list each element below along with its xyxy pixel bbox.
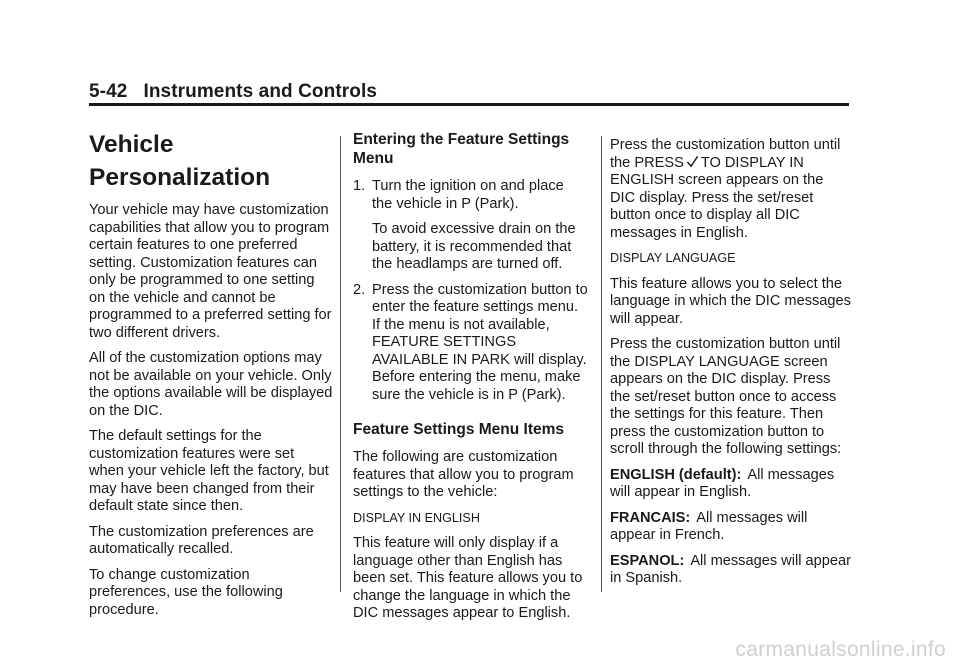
step-text: Press the customization button to enter the feature settings menu. If the menu is not available, FEATURE SETTINGS AVAILABLE IN PARK will display. Before entering the menu, make sure the vehicle is in P (Park). [372, 281, 588, 403]
watermark: carmanualsonline.info [735, 638, 946, 661]
option-item [610, 510, 852, 545]
option-desc: All messages will appear in French. [610, 509, 808, 543]
option-term: FRANCAIS: [610, 509, 691, 526]
option-desc: All messages will appear in Spanish. [610, 552, 851, 586]
paragraph: This feature will only display if a language other than English has been set. This feature allows you to change the language in which the DIC messages appear to English. [353, 535, 583, 621]
paragraph: To change customization preferences, use the following procedure. [89, 566, 283, 618]
paragraph: The following are customization features that allow you to program settings to the vehicle: [353, 449, 574, 500]
paragraph: The default settings for the customization features were set when your vehicle left the factory, but may have been changed from their default state since then. [89, 428, 329, 514]
option-item [610, 467, 852, 502]
list-item [353, 282, 588, 405]
feature-label: DISPLAY LANGUAGE [610, 251, 736, 265]
step-number: 2. [353, 281, 366, 298]
page-title: Vehicle Personalization [89, 131, 271, 191]
paragraph: Your vehicle may have customization capabilities that allow you to program certain features to one preferred setting. Customization features can only be programmed to one setting on the vehicle and cannot be programmed to a preferred setting for two different drivers. [89, 202, 332, 341]
page-number: 5-42 [89, 81, 128, 102]
header-rule [89, 103, 849, 106]
section-title: Instruments and Controls [143, 81, 378, 102]
paragraph: This feature allows you to select the language in which the DIC messages will appear. [610, 275, 851, 327]
column-divider-right [601, 136, 602, 592]
procedure-list [353, 178, 588, 404]
option-term: ENGLISH (default): [610, 466, 742, 483]
paragraph: The customization preferences are automatically recalled. [89, 523, 314, 557]
step-note: To avoid excessive drain on the battery, it is recommended that the headlamps are turned off. [372, 221, 576, 272]
feature-label: DISPLAY IN ENGLISH [353, 510, 480, 525]
option-term: ESPANOL: [610, 552, 685, 569]
option-item [610, 553, 852, 588]
paragraph: Press the customization button until the DISPLAY LANGUAGE screen appears on the DIC display. Press the set/reset button once to access the settings for this feature. Then press the customization button to scroll through the following settings: [610, 336, 842, 457]
column-divider-left [340, 136, 341, 592]
section-heading: Entering the Feature Settings Menu [353, 131, 570, 167]
option-desc: All messages will appear in English. [610, 466, 835, 500]
checkmark-icon [686, 155, 699, 168]
section-heading: Feature Settings Menu Items [353, 421, 565, 438]
column-left [89, 128, 333, 627]
step-text: Turn the ignition on and place the vehicle in P (Park). [372, 178, 564, 212]
column-middle [353, 128, 588, 631]
page-header [89, 81, 377, 103]
paragraph: Press the customization button until the PRESS TO DISPLAY IN ENGLISH screen appears on the DIC display. Press the set/reset button once to display all DIC messages in English. [610, 137, 841, 241]
column-right [610, 137, 852, 596]
paragraph: All of the customization options may not be available on your vehicle. Only the options available will be displayed on the DIC. [89, 350, 333, 419]
list-item [353, 178, 588, 274]
step-number: 1. [353, 178, 366, 194]
